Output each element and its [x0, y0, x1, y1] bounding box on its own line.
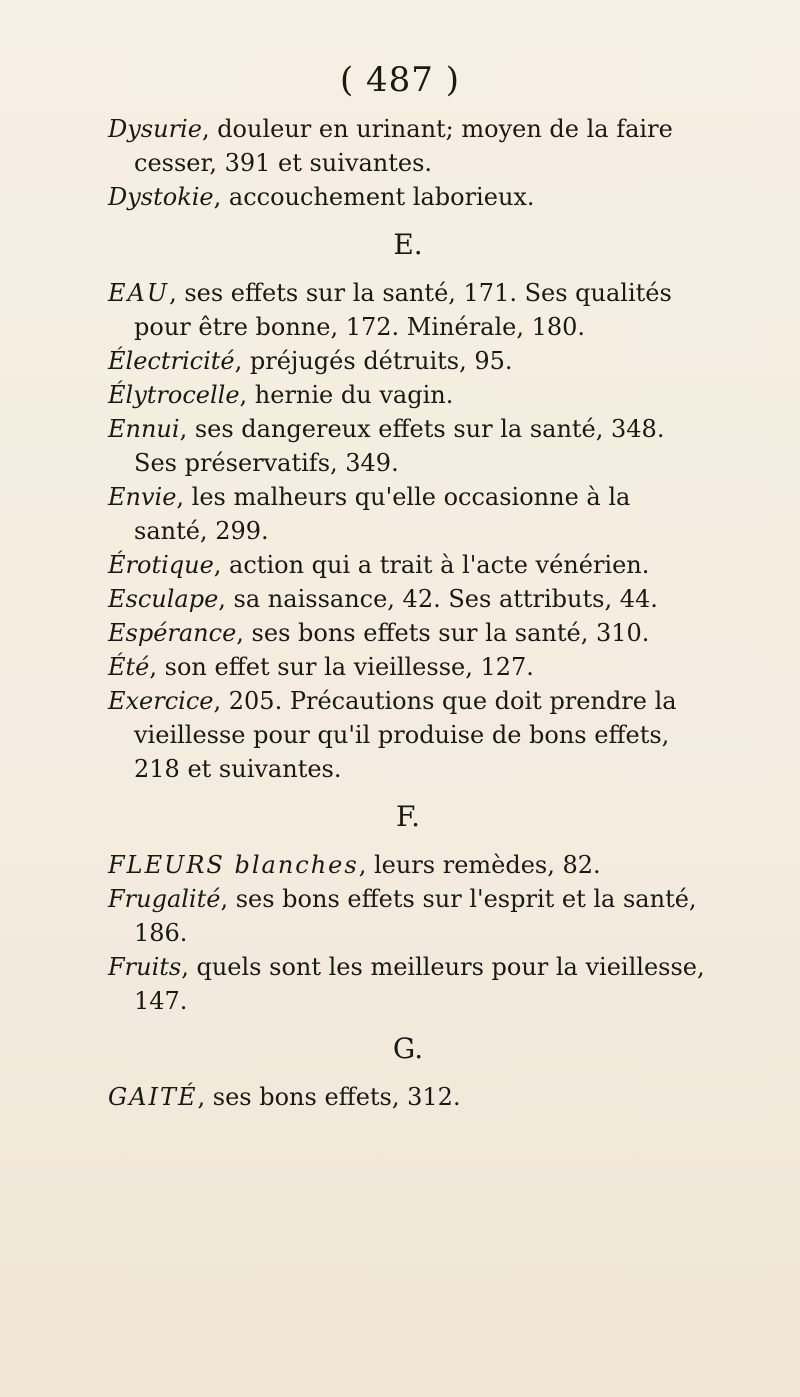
- entry-term: Élytrocelle: [108, 381, 240, 409]
- entry-text: , ses bons effets sur l'esprit et la santé, 186.: [134, 885, 697, 947]
- entry-text: , son effet sur la vieillesse, 127.: [149, 653, 534, 681]
- entry-text: , douleur en urinant; moyen de la faire cesser, 391 et suivantes.: [134, 115, 673, 177]
- entry-text: , ses bons effets sur la santé, 310.: [236, 619, 650, 647]
- entry-text: , les malheurs qu'elle occasionne à la santé, 299.: [134, 483, 631, 545]
- entry-term: EAU: [108, 279, 170, 307]
- entry-term: Dysurie: [108, 115, 202, 143]
- section-letter: G.: [392, 1032, 424, 1065]
- entry-term: Frugalité: [108, 885, 221, 913]
- entry-text: , ses bons effets, 312.: [197, 1083, 461, 1111]
- entry-text: , leurs remèdes, 82.: [358, 851, 601, 879]
- index-entry: [108, 180, 708, 214]
- entry-term: Exercice: [108, 687, 214, 715]
- entry-text: , quels sont les meilleurs pour la vieillesse, 147.: [134, 953, 705, 1015]
- entry-term: FLEURS blanches: [108, 851, 359, 879]
- index-entry: [108, 480, 708, 548]
- entry-text: , préjugés détruits, 95.: [234, 347, 513, 375]
- entry-term: Envie: [108, 483, 177, 511]
- entry-term: Été: [108, 653, 150, 681]
- section-letter: F.: [396, 800, 420, 833]
- entry-text: , action qui a trait à l'acte vénérien.: [213, 551, 650, 579]
- entry-term: GAITÉ: [108, 1083, 198, 1111]
- entry-term: Fruits: [108, 953, 182, 981]
- index-entry: [108, 412, 708, 480]
- index-entry: [108, 276, 708, 344]
- index-entry: [108, 582, 708, 616]
- entry-text: , ses dangereux effets sur la santé, 348. Ses préservatifs, 349.: [134, 415, 665, 477]
- entry-term: Espérance: [108, 619, 237, 647]
- index-entry: [108, 684, 708, 786]
- entry-text: , accouchement laborieux.: [213, 183, 535, 211]
- entry-term: Ennui: [108, 415, 180, 443]
- index-entry: [108, 650, 708, 684]
- section-letter: E.: [393, 228, 423, 261]
- index-entry: [108, 344, 708, 378]
- index-entries: [108, 112, 708, 1114]
- index-entry: [108, 882, 708, 950]
- index-entry: [108, 112, 708, 180]
- entry-term: Esculape: [108, 585, 219, 613]
- index-entry: [108, 1080, 708, 1114]
- entry-text: , sa naissance, 42. Ses attributs, 44.: [218, 585, 658, 613]
- entry-text: , ses effets sur la santé, 171. Ses qualités pour être bonne, 172. Minérale, 180.: [134, 279, 672, 341]
- index-entry: [108, 548, 708, 582]
- entry-text: , 205. Précautions que doit prendre la vieillesse pour qu'il produise de bons effets, 218 et suivantes.: [134, 687, 677, 783]
- index-entry: [108, 848, 708, 882]
- entry-term: Érotique: [108, 551, 214, 579]
- entry-term: Électricité: [108, 347, 235, 375]
- entry-text: , hernie du vagin.: [239, 381, 454, 409]
- index-entry: [108, 378, 708, 412]
- entry-term: Dystokie: [108, 183, 214, 211]
- page-number: ( 487 ): [339, 60, 461, 100]
- index-entry: [108, 616, 708, 650]
- index-entry: [108, 950, 708, 1018]
